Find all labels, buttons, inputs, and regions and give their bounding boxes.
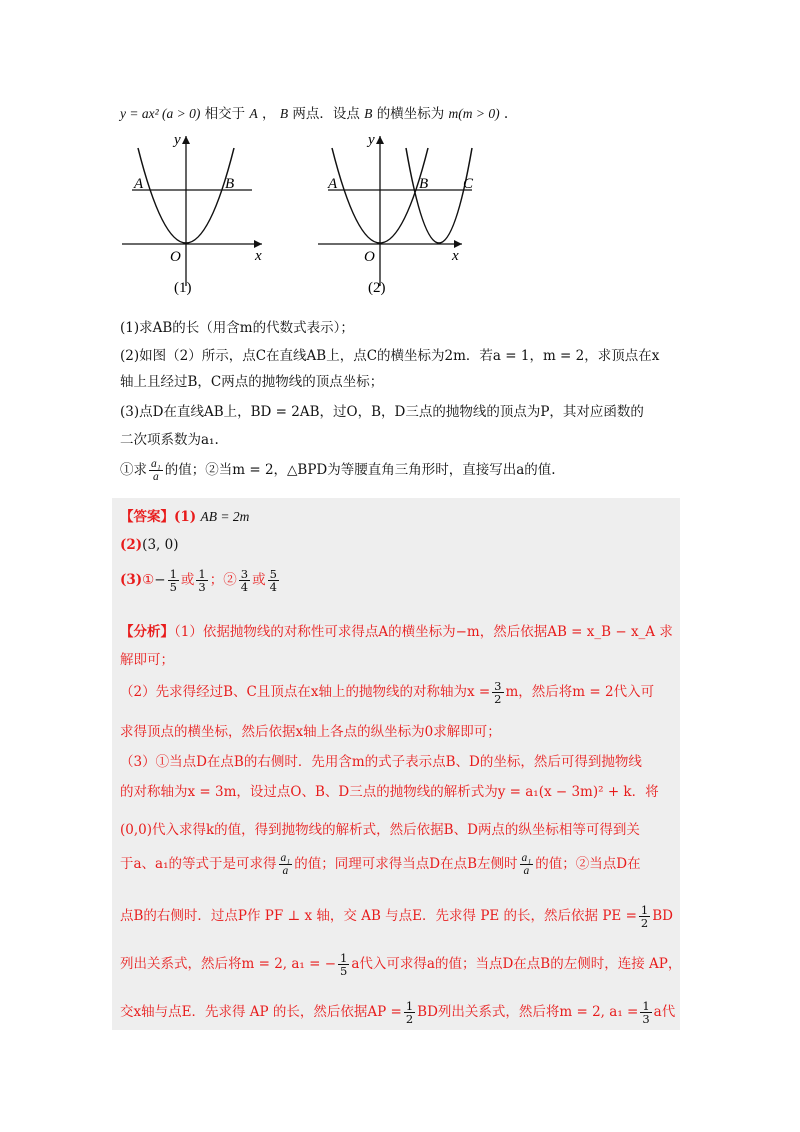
intro-text-1: 相交于	[204, 106, 246, 122]
analysis-line-9	[120, 904, 673, 929]
fig1-origin-label: O	[170, 249, 181, 265]
answer-2-label: (2)	[120, 537, 143, 553]
analysis-p3d-post: 的值；②当点D在	[535, 856, 641, 873]
fig1-caption: (1)	[174, 280, 192, 296]
analysis-p3f-post: a代入可求得a的值；当点D在点B的左侧时，连接 AP，	[351, 956, 682, 973]
analysis-line-7: (0,0)代入求得k的值，得到抛物线的解析式，然后依据B、D两点的纵坐标相等可得到关	[120, 822, 640, 838]
analysis-line-1	[120, 620, 673, 640]
analysis-line-6: 的对称轴为x = 3m，设过点O、B、D三点的抛物线的解析式为y = a₁(x − 3m)² + k．将	[120, 784, 659, 800]
fig1-a-label: A	[134, 176, 144, 192]
question-3-line-3	[120, 458, 556, 483]
answer-line-1	[120, 505, 249, 525]
frac-num: 1	[640, 903, 649, 917]
fig2-origin-label: O	[364, 249, 375, 265]
frac-den: 5	[340, 964, 348, 979]
answer-3-circle-2: ②	[223, 572, 237, 589]
intro-line	[120, 102, 508, 122]
analysis-p3g-mid: BD列出关系式，然后将m = 2, a₁ =	[417, 1004, 639, 1021]
fig2-c-label: C	[463, 176, 474, 192]
fig1-x-label: x	[255, 248, 262, 264]
analysis-p2a-pre: （2）先求得经过B、C且顶点在x轴上的抛物线的对称轴为x =	[120, 684, 491, 701]
figure-2	[318, 132, 474, 296]
analysis-p2a-frac	[492, 680, 503, 705]
a1-over-a-fraction-3	[520, 852, 534, 877]
analysis-p3g-post: a代	[653, 1004, 676, 1021]
answer-1-value: AB = 2m	[200, 509, 250, 524]
answer-3-circle-1: ①	[142, 572, 155, 589]
q3c-post: 的值；②当m = 2，△BPD为等腰直角三角形时，直接写出a的值.	[164, 462, 556, 479]
frac-num: 3	[240, 567, 249, 581]
analysis-p3e-pre: 点B的右侧时．过点P作 PF ⊥ x 轴，交 AB 与点E．先求得 PE 的长，然后依据 PE =	[120, 908, 637, 925]
point-b-label: B	[279, 106, 289, 121]
answer-3-minus: −	[154, 572, 166, 589]
point-b-label-2: B	[364, 106, 373, 121]
frac-num: 3	[494, 679, 502, 693]
frac-num: 1	[198, 567, 206, 581]
fig2-b-label: B	[419, 176, 429, 192]
frac-den: 3	[198, 580, 206, 595]
parabola-figures	[110, 128, 490, 298]
intro-sep: ，	[262, 106, 276, 122]
frac-num: 1	[405, 999, 414, 1013]
analysis-p3d-mid: 的值；同理可求得当点D在点B左侧时	[294, 856, 518, 873]
answer-3-or-2: 或	[252, 572, 266, 589]
analysis-p3e-post: BD	[652, 908, 673, 925]
analysis-p3f-frac	[338, 952, 349, 977]
answer-3-sep: ；	[209, 572, 224, 589]
frac-num: 5	[269, 567, 277, 581]
q3c-pre: ①求	[120, 462, 147, 479]
question-3-line-2: 二次项系数为a₁.	[120, 432, 219, 448]
intro-text-3: 的横坐标为	[376, 106, 445, 122]
frac-num: a₁	[280, 852, 291, 864]
analysis-p3g-frac-1	[404, 1000, 415, 1025]
frac-den: 2	[640, 916, 649, 931]
answer-2-value: (3, 0)	[142, 537, 179, 553]
analysis-p3g-frac-2	[640, 1000, 651, 1025]
question-2-line-2: 轴上且经过B，C两点的抛物线的顶点坐标；	[120, 374, 384, 390]
analysis-tag: 【分析】	[120, 624, 174, 640]
figure-1	[122, 132, 262, 296]
analysis-line-10	[120, 952, 681, 977]
fig2-caption: (2)	[368, 280, 386, 296]
analysis-line-4: 求得顶点的横坐标，然后依据x轴上各点的纵坐标为0求解即可；	[120, 724, 501, 740]
analysis-p3f-pre: 列出关系式，然后将m = 2, a₁ = −	[120, 956, 337, 973]
intro-equation: y = ax² (a > 0)	[120, 106, 201, 121]
fig2-x-label: x	[452, 248, 459, 264]
frac-num: a₁	[521, 852, 532, 864]
analysis-p3g-pre: 交x轴与点E．先求得 AP 的长，然后依据AP =	[120, 1004, 402, 1021]
frac-den: 2	[494, 692, 502, 707]
frac-num: 1	[340, 951, 348, 965]
frac-den: a	[523, 865, 530, 878]
question-2-line-1: (2)如图（2）所示，点C在直线AB上，点C的横坐标为2m．若a = 1，m = 2，求顶点在x	[120, 348, 660, 364]
answer-3-frac-2	[196, 568, 207, 593]
frac-den: 5	[169, 580, 177, 595]
frac-den: 4	[240, 580, 249, 595]
analysis-p3e-frac	[639, 904, 650, 929]
frac-den: 4	[269, 580, 277, 595]
frac-den: a	[153, 471, 159, 484]
frac-num: a₁	[151, 458, 161, 470]
analysis-p3d-pre: 于a、a₁的等式于是可求得	[120, 856, 277, 873]
frac-den: a	[282, 865, 289, 878]
fig1-b-label: B	[225, 176, 235, 192]
frac-num: 1	[169, 567, 177, 581]
answer-line-2	[120, 537, 178, 553]
frac-den: 3	[642, 1012, 650, 1027]
intro-m: m(m > 0)	[448, 106, 500, 121]
a1-over-a-fraction-2	[279, 852, 293, 877]
point-a-label: A	[249, 106, 258, 121]
question-3-line-1: (3)点D在直线AB上，BD = 2AB，过O，B，D三点的抛物线的顶点为P，其对应函数的	[120, 404, 644, 420]
fig2-a-label: A	[328, 176, 338, 192]
fig2-y-label: y	[368, 132, 375, 148]
analysis-line-11	[120, 1000, 675, 1025]
answer-3-frac-1	[168, 568, 179, 593]
answer-3-frac-3	[239, 568, 250, 593]
answer-3-label: (3)	[120, 572, 143, 589]
frac-den: 2	[405, 1012, 414, 1027]
answer-1-label: (1)	[174, 509, 197, 525]
intro-text-2: 两点．设点	[292, 106, 360, 122]
question-1: (1)求AB的长（用含m的代数式表示）；	[120, 320, 354, 336]
analysis-line-5: （3）①当点D在点B的右侧时．先用含m的式子表示点B、D的坐标，然后可得到抛物线	[120, 754, 642, 770]
answer-line-3	[120, 568, 281, 593]
answer-3-or-1: 或	[180, 572, 195, 589]
analysis-p2a-post: m，然后将m = 2代入可	[505, 684, 655, 701]
fig1-y-label: y	[174, 132, 181, 148]
analysis-line-2: 解即可；	[120, 652, 174, 668]
answer-tag: 【答案】	[120, 509, 174, 525]
a1-over-a-fraction	[149, 458, 163, 483]
parabola-2b	[406, 148, 472, 243]
frac-num: 1	[642, 999, 650, 1013]
answer-3-frac-4	[268, 568, 279, 593]
analysis-p1a: （1）依据抛物线的对称性可求得点A的横坐标为−m，然后依据AB = x_B − x_A 求	[174, 624, 673, 640]
intro-end: .	[503, 106, 509, 122]
analysis-line-3	[120, 680, 654, 705]
analysis-line-8	[120, 852, 641, 877]
